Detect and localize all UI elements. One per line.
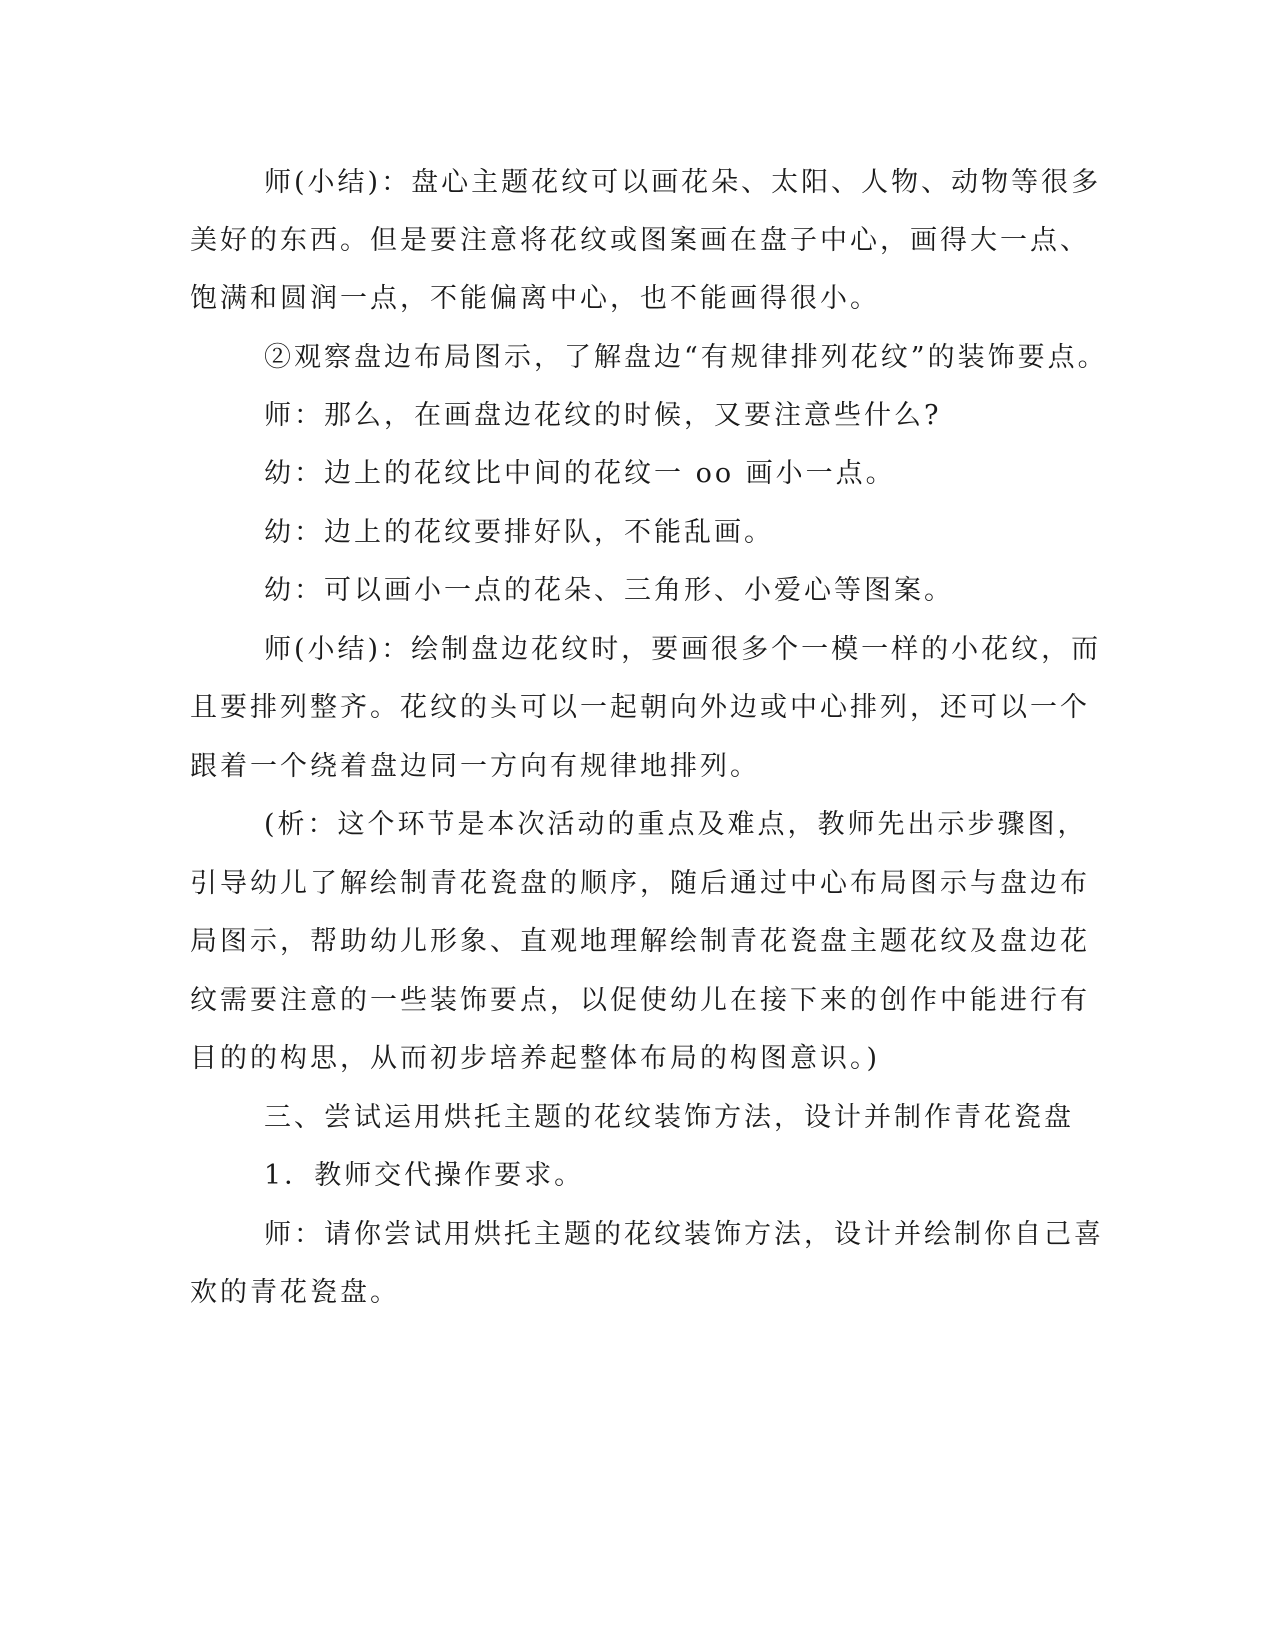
paragraph-line: 纹需要注意的一些装饰要点，以促使幼儿在接下来的创作中能进行有 <box>190 985 1090 1016</box>
section-heading: 三、尝试运用烘托主题的花纹装饰方法，设计并制作青花瓷盘 <box>264 1102 1074 1133</box>
paragraph-line: 幼：可以画小一点的花朵、三角形、小爱心等图案。 <box>264 575 954 606</box>
paragraph-line: 跟着一个绕着盘边同一方向有规律地排列。 <box>190 751 760 782</box>
paragraph-line: 师：请你尝试用烘托主题的花纹装饰方法，设计并绘制你自己喜 <box>264 1219 1104 1250</box>
paragraph-line: 师(小结)：盘心主题花纹可以画花朵、太阳、人物、动物等很多 <box>264 167 1102 198</box>
paragraph-line: ②观察盘边布局图示，了解盘边“有规律排列花纹”的装饰要点。 <box>264 342 1108 373</box>
paragraph-line: 欢的青花瓷盘。 <box>190 1277 400 1308</box>
step-heading: 1．教师交代操作要求。 <box>264 1160 585 1191</box>
paragraph-line: 引导幼儿了解绘制青花瓷盘的顺序，随后通过中心布局图示与盘边布 <box>190 868 1090 899</box>
paragraph-line: 饱满和圆润一点，不能偏离中心，也不能画得很小。 <box>190 283 880 314</box>
paragraph-line: (析：这个环节是本次活动的重点及难点，教师先出示步骤图， <box>264 809 1088 840</box>
paragraph-line: 局图示，帮助幼儿形象、直观地理解绘制青花瓷盘主题花纹及盘边花 <box>190 926 1090 957</box>
paragraph-line: 美好的东西。但是要注意将花纹或图案画在盘子中心，画得大一点、 <box>190 225 1090 256</box>
paragraph-line: 师(小结)：绘制盘边花纹时，要画很多个一模一样的小花纹，而 <box>264 634 1102 665</box>
paragraph-line: 师：那么，在画盘边花纹的时候，又要注意些什么? <box>264 400 942 431</box>
paragraph-line: 目的的构思，从而初步培养起整体布局的构图意识。) <box>190 1043 881 1074</box>
paragraph-line: 幼：边上的花纹要排好队，不能乱画。 <box>264 517 774 548</box>
paragraph-line: 且要排列整齐。花纹的头可以一起朝向外边或中心排列，还可以一个 <box>190 692 1090 723</box>
paragraph-line: 幼：边上的花纹比中间的花纹一 oo 画小一点。 <box>264 458 896 489</box>
